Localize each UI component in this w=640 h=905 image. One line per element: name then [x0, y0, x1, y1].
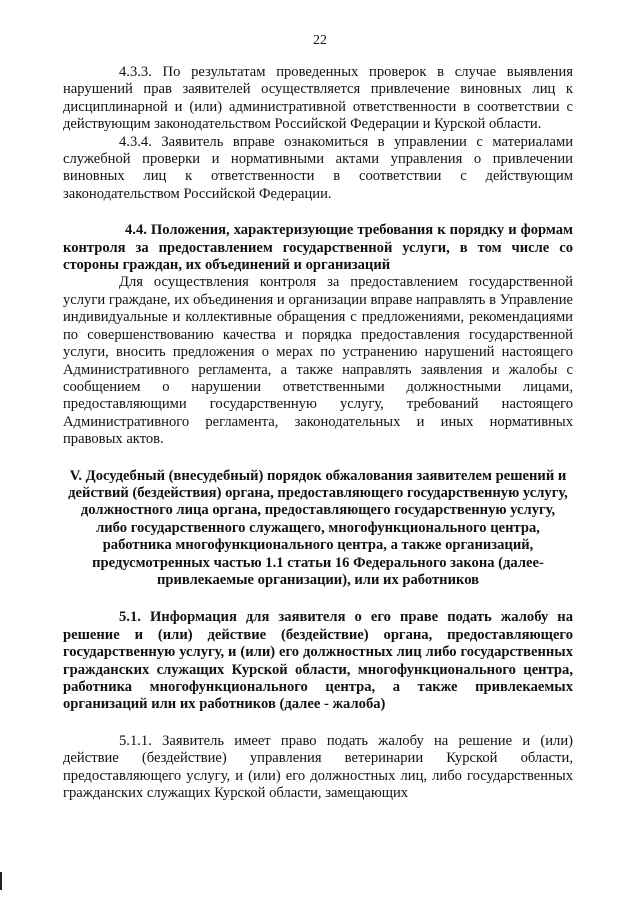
page-number: 22	[313, 33, 327, 48]
section-heading-5-1: 5.1. Информация для заявителя о его праве подать жалобу на решение и (или) действие (бездействие) органа, предоставляющего государственную услугу, и (или) его должностных лиц либо государственных гражданских служащих Курской области, многофункционального центра, работника многофункционального центра, а также привлекаемых организаций или их работников (далее - жалоба)	[63, 609, 573, 713]
paragraph-4-3-4: 4.3.4. Заявитель вправе ознакомиться в управлении с материалами служебной проверки и нормативными актами управления о привлечении виновных лиц к ответственности в соответствии с действующим законодательством Российской Федерации.	[63, 133, 573, 202]
chapter-heading-v: V. Досудебный (внесудебный) порядок обжалования заявителем решений и действий (бездействия) органа, предоставляющего государственную услугу, должностного лица органа, предоставляющего государственную услугу, либо государственного служащего, многофункционального центра, работника многофункционального центра, а также организаций, предусмотренных частью 1.1 статьи 16 Федерального закона (далее- привлекаемые организации), или их работников	[68, 467, 568, 588]
document-body	[63, 64, 573, 802]
scan-edge-mark	[0, 872, 2, 890]
paragraph-4-3-3: 4.3.3. По результатам проведенных проверок в случае выявления нарушений прав заявителей осуществляется привлечение виновных лиц к дисциплинарной и (или) административной ответственности в соответствии с действующим законодательством Российской Федерации и Курской области.	[63, 64, 573, 133]
paragraph-5-1-1: 5.1.1. Заявитель имеет право подать жалобу на решение и (или) действие (бездействие) управления ветеринарии Курской области, предоставляющего услугу, и (или) его должностных лиц, либо государственных гражданских служащих Курской области, замещающих	[63, 732, 573, 802]
section-heading-4-4: 4.4. Положения, характеризующие требования к порядку и формам контроля за предоставлением государственной услуги, в том числе со стороны граждан, их объединений и организаций	[63, 222, 573, 274]
paragraph-4-4-body: Для осуществления контроля за предоставлением государственной услуги граждане, их объединения и организации вправе направлять в Управление индивидуальные и коллективные обращения с предложениями, рекомендациями по совершенствованию качества и порядка предоставления государственной услуги, вносить предложения о мерах по устранению нарушений настоящего Административного регламента, а также направлять заявления и жалобы с сообщением о нарушении ответственными должностными лицами, предоставляющими государственную услугу, требований настоящего Административного регламента, законодательных и иных нормативных правовых актов.	[63, 274, 573, 448]
